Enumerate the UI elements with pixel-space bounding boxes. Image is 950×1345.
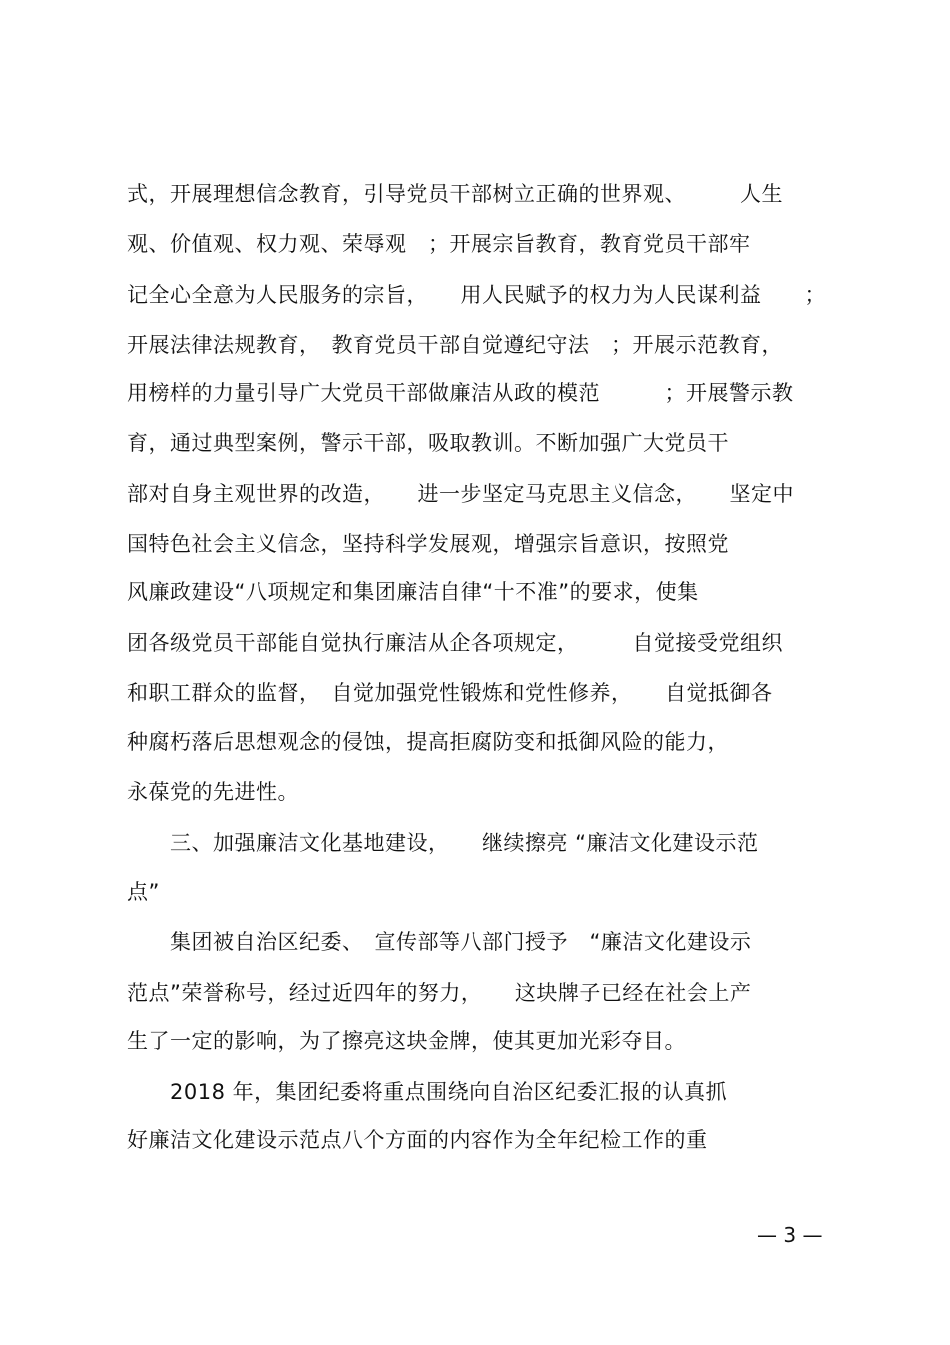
body-text-line: 集团被自治区纪委、 宣传部等八部门授予 “廉洁文化建设示 — [127, 930, 752, 954]
body-text-line: 2018 年，集团纪委将重点围绕向自治区纪委汇报的认真抓 — [127, 1080, 728, 1104]
body-text-line: 生了一定的影响，为了擦亮这块金牌，使其更加光彩夺目。 — [127, 1029, 686, 1053]
body-text-line: 风廉政建设“八项规定和集团廉洁自律“十不准”的要求，使集 — [127, 580, 699, 604]
body-text-line: 种腐朽落后思想观念的侵蚀，提高拒腐防变和抵御风险的能力， — [127, 730, 729, 754]
section-heading: 三、加强廉洁文化基地建设， 继续擦亮 “廉洁文化建设示范 — [127, 831, 759, 855]
body-text-line: 范点”荣誉称号，经过近四年的努力， 这块牌子已经在社会上产 — [127, 981, 752, 1005]
body-text-line: 和职工群众的监督， 自觉加强党性锻炼和党性修养， 自觉抵御各 — [127, 681, 773, 705]
body-text-line: 记全心全意为人民服务的宗旨， 用人民赋予的权力为人民谋利益 ； — [127, 283, 826, 307]
body-text-line: 观、价值观、权力观、荣辱观 ；开展宗旨教育，教育党员干部牢 — [127, 232, 751, 256]
section-heading-continuation: 点” — [127, 880, 160, 904]
page-number: — 3 — — [757, 1223, 823, 1247]
body-text-line: 育，通过典型案例，警示干部，吸取教训。不断加强广大党员干 — [127, 431, 729, 455]
body-text-line: 开展法律法规教育， 教育党员干部自觉遵纪守法 ；开展示范教育， — [127, 333, 783, 357]
body-text-line: 部对自身主观世界的改造， 进一步坚定马克思主义信念， 坚定中 — [127, 482, 794, 506]
body-text-line: 式，开展理想信念教育，引导党员干部树立正确的世界观、 人生 — [127, 182, 783, 206]
body-text-line: 好廉洁文化建设示范点八个方面的内容作为全年纪检工作的重 — [127, 1128, 708, 1152]
body-text-line: 用榜样的力量引导广大党员干部做廉洁从政的模范 ；开展警示教 — [127, 381, 794, 405]
body-text-line: 国特色社会主义信念，坚持科学发展观，增强宗旨意识，按照党 — [127, 532, 729, 556]
body-text-line: 团各级党员干部能自觉执行廉洁从企各项规定， 自觉接受党组织 — [127, 631, 783, 655]
body-text-line: 永葆党的先进性。 — [127, 780, 299, 804]
